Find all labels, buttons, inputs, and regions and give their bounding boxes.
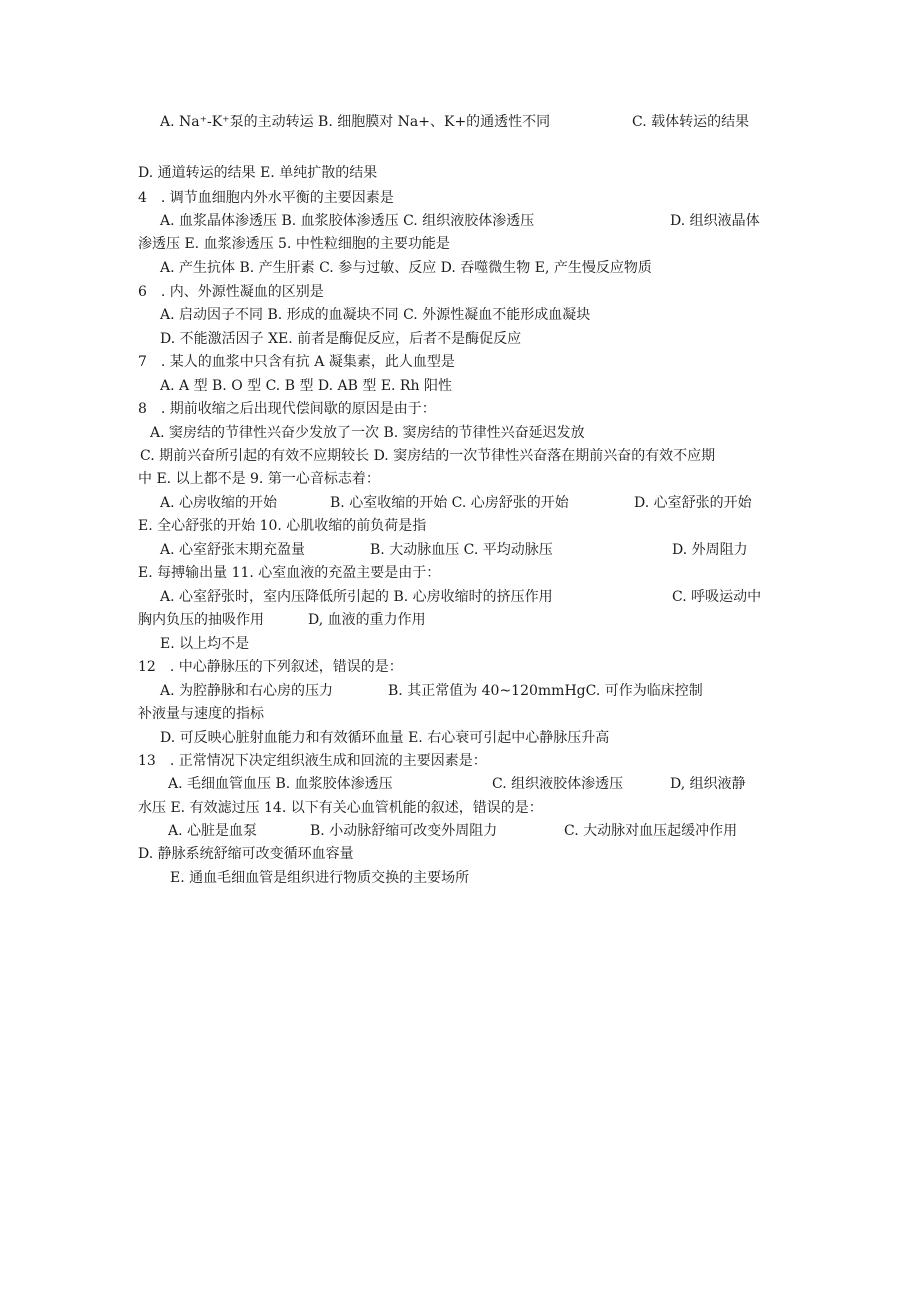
- text-segment: C. 大动脉对血压起缓冲作用: [564, 823, 738, 839]
- text-segment: C. 组织液胶体渗透压: [492, 776, 624, 792]
- text-segment: D, 组织液静: [670, 776, 746, 792]
- text-segment: 中 E. 以上都不是 9. 第一心音标志着：: [138, 471, 380, 487]
- text-segment: C. 载体转运的结果: [632, 114, 750, 130]
- text-segment: A. Na⁺-K⁺泵的主动转运 B. 细胞膜对 Na+、K+的通透性不同: [160, 114, 551, 130]
- text-segment: E. 全心舒张的开始 10. 心肌收缩的前负荷是指: [138, 518, 427, 534]
- text-segment: 补液量与速度的指标: [138, 706, 264, 722]
- text-segment: D. 心室舒张的开始: [634, 495, 752, 511]
- text-segment: 8 . 期前收缩之后出现代偿间歇的原因是由于：: [138, 401, 436, 417]
- text-segment: D. 可反映心脏射血能力和有效循环血量 E. 右心衰可引起中心静脉压升高: [160, 730, 610, 746]
- text-segment: 4 . 调节血细胞内外水平衡的主要因素是: [138, 190, 394, 206]
- text-segment: 胸内负压的抽吸作用: [138, 612, 264, 628]
- text-segment: A. 心脏是血泵: [168, 823, 258, 839]
- text-segment: 渗透压 E. 血浆渗透压 5. 中性粒细胞的主要功能是: [138, 236, 450, 252]
- text-segment: D. 组织液晶体: [670, 213, 760, 229]
- text-segment: D, 血液的重力作用: [308, 612, 426, 628]
- text-segment: 13 . 正常情况下决定组织液生成和回流的主要因素是：: [138, 753, 487, 769]
- text-segment: D. 不能激活因子 XE. 前者是酶促反应，后者不是酶促反应: [160, 331, 522, 347]
- text-segment: B. 小动脉舒缩可改变外周阻力: [310, 823, 498, 839]
- text-segment: B. 大动脉血压 C. 平均动脉压: [370, 542, 553, 558]
- text-segment: A. 血浆晶体渗透压 B. 血浆胶体渗透压 C. 组织液胶体渗透压: [160, 213, 535, 229]
- text-segment: C. 期前兴奋所引起的有效不应期较长 D. 窦房结的一次节律性兴奋落在期前兴奋的有效不应期: [140, 448, 716, 464]
- text-segment: D. 外周阻力: [672, 542, 748, 558]
- text-segment: D. 静脉系统舒缩可改变循环血容量: [138, 846, 354, 862]
- text-segment: A. 心室舒张末期充盈量: [160, 542, 306, 558]
- text-line: [0, 869, 470, 923]
- text-segment: E. 每搏输出量 11. 心室血液的充盈主要是由于：: [138, 565, 441, 581]
- text-segment: A. 毛细血管血压 B. 血浆胶体渗透压: [168, 776, 393, 792]
- text-segment: E. 通血毛细血管是组织进行物质交换的主要场所: [170, 870, 470, 886]
- text-segment: B. 心室收缩的开始 C. 心房舒张的开始: [330, 495, 569, 511]
- text-segment: A. 为腔静脉和右心房的压力: [160, 683, 334, 699]
- text-segment: B. 其正常值为 40~120mmHgC. 可作为临床控制: [388, 683, 703, 699]
- text-segment: A. 心房收缩的开始: [160, 495, 278, 511]
- text-segment: A. 心室舒张时，室内压降低所引起的 B. 心房收缩时的挤压作用: [160, 589, 553, 605]
- text-segment: 12 . 中心静脉压的下列叙述，错误的是：: [138, 659, 403, 675]
- text-segment: A. 启动因子不同 B. 形成的血凝块不同 C. 外源性凝血不能形成血凝块: [160, 307, 591, 323]
- text-segment: C. 呼吸运动中: [672, 589, 762, 605]
- text-segment: 7 . 某人的血浆中只含有抗 A 凝集素，此人血型是: [138, 354, 455, 370]
- text-segment: E. 以上均不是: [160, 636, 250, 652]
- text-segment: A. 窦房结的节律性兴奋少发放了一次 B. 窦房结的节律性兴奋延迟发放: [150, 425, 585, 441]
- text-segment: A. A 型 B. O 型 C. B 型 D. AB 型 E. Rh 阳性: [160, 378, 452, 394]
- text-segment: 水压 E. 有效滤过压 14. 以下有关心血管机能的叙述，错误的是：: [138, 800, 543, 816]
- text-segment: D. 通道转运的结果 E. 单纯扩散的结果: [138, 165, 378, 181]
- text-segment: 6 . 内、外源性凝血的区别是: [138, 284, 324, 300]
- text-segment: A. 产生抗体 B. 产生肝素 C. 参与过敏、反应 D. 吞噬微生物 E, 产生慢反应物质: [160, 260, 652, 276]
